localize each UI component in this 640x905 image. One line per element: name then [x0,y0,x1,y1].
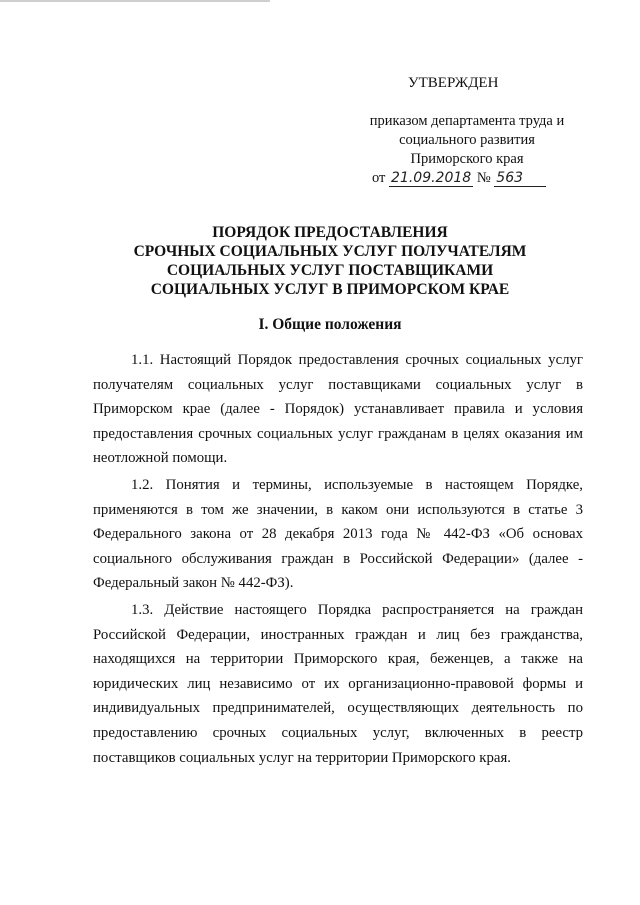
title-line-3: СОЦИАЛЬНЫХ УСЛУГ ПОСТАВЩИКАМИ [166,262,494,279]
approved-label: УТВЕРЖДЕН [408,75,499,91]
title-line-1: ПОРЯДОК ПРЕДОСТАВЛЕНИЯ [212,224,448,241]
number-prefix: № [476,170,491,186]
title-line-4: СОЦИАЛЬНЫХ УСЛУГ В ПРИМОРСКОМ КРАЕ [150,281,510,298]
order-date-line [362,169,572,188]
scan-edge-line [0,0,270,2]
paragraph-1-3: 1.3. Действие настоящего Порядка распространяется на граждан Российской Федерации, иностранных граждан и лиц без гражданства, находящихся на территории Приморского края, беженцев, а также на юридических лиц независимо от их организационно-правовой формы и индивидуальных предпринимателей, осуществляющих деятельность по предоставлению срочных социальных услуг, включенных в реестр поставщиков социальных услуг на территории Приморского края. [93,601,583,766]
order-line-2: социального развития [399,132,535,148]
order-line-1: приказом департамента труда и [369,113,565,129]
title-line-2: СРОЧНЫХ СОЦИАЛЬНЫХ УСЛУГ ПОЛУЧАТЕЛЯМ [133,243,527,260]
document-title [100,223,560,299]
approval-block [362,74,602,188]
paragraph-1-2: 1.2. Понятия и термины, используемые в настоящем Порядке, применяются в том же значении, в каком они используются в статье 3 Федерального закона от 28 декабря 2013 года № 442-ФЗ «Об основах социального обслуживания граждан в Российской Федерации» (далее - Федеральный закон № 442-ФЗ). [93,476,583,592]
section-heading: I. Общие положения [258,316,402,333]
handwritten-number: 563 [494,171,546,187]
paragraph-1-1: 1.1. Настоящий Порядок предоставления срочных социальных услуг получателям социальных услуг поставщиками социальных услуг в Приморском крае (далее - Порядок) устанавливает правила и условия предоставления срочных социальных услуг гражданам в целях оказания им неотложной помощи. [93,352,583,467]
approval-order-lines [362,112,572,188]
document-body [93,348,583,772]
handwritten-date: 21.09.2018 [391,170,472,186]
date-prefix: от [372,170,386,186]
order-line-3: Приморского края [410,151,524,167]
